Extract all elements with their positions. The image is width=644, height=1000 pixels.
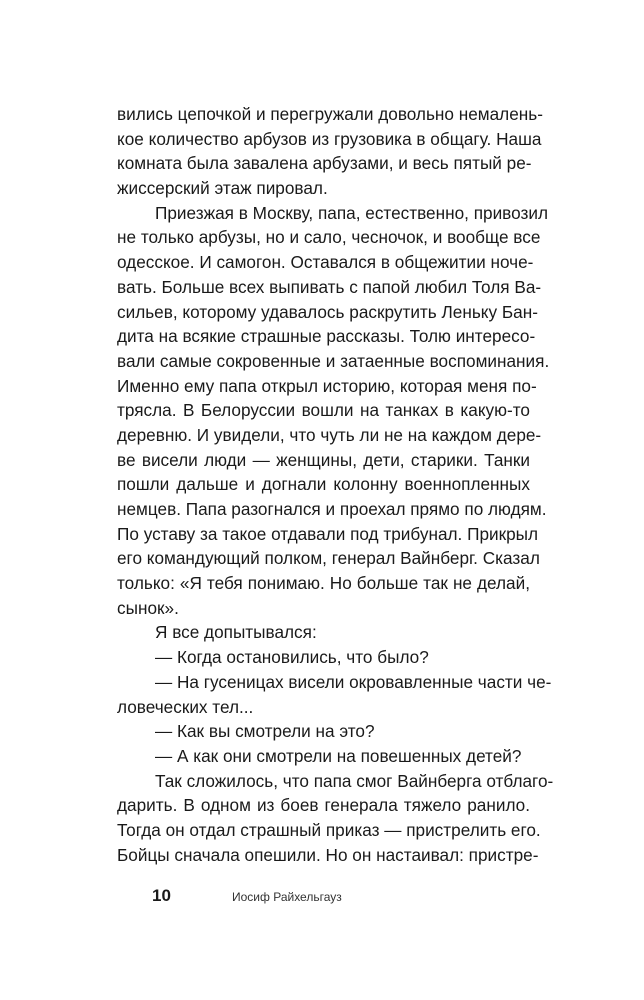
page-body-text — [117, 102, 554, 867]
dialogue-line: — Как вы смотрели на это? — [155, 721, 375, 742]
text-line: трясла. В Белоруссии вошли на танках в какую-то — [117, 400, 530, 421]
page-number: 10 — [152, 886, 171, 905]
text-line: только: «Я тебя понимаю. Но больше так не делай, — [117, 573, 530, 594]
text-line: деревню. И увидели, что чуть ли не на каждом дере- — [117, 424, 542, 445]
text-line: вали самые сокровенные и затаенные воспоминания. — [117, 350, 550, 371]
text-line: ве висели люди — женщины, дети, старики. Танки — [117, 449, 530, 470]
dialogue-line: — Когда остановились, что было? — [155, 647, 429, 668]
text-line: комната была завалена арбузами, и весь пятый ре- — [117, 153, 532, 174]
running-footer-author: Иосиф Райхельгауз — [232, 890, 342, 904]
text-line: Приезжая в Москву, папа, естественно, привозил — [155, 202, 548, 223]
text-line: не только арбузы, но и сало, чесночок, и вообще все — [117, 227, 541, 248]
text-line: немцев. Папа разогнался и проехал прямо по людям. — [117, 499, 547, 519]
text-line: дарить. В одном из боев генерала тяжело ранило. — [117, 795, 530, 816]
text-line: ловеческих тел... — [117, 696, 254, 717]
text-line: вились цепочкой и перегружали довольно немалень- — [117, 104, 543, 124]
text-line: Бойцы сначала опешили. Но он настаивал: пристре- — [117, 844, 539, 865]
text-line: одесское. И самогон. Оставался в общежитии ноче- — [117, 252, 534, 273]
dialogue-line: — На гусеницах висели окровавленные части че- — [155, 671, 552, 692]
text-line: сынок». — [117, 597, 179, 618]
text-line: вать. Больше всех выпивать с папой любил Толя Ва- — [117, 276, 542, 297]
text-line: сильев, которому удавалось раскрутить Леньку Бан- — [117, 301, 538, 322]
text-line: По уставу за такое отдавали под трибунал. Прикрыл — [117, 523, 539, 544]
text-line: Я все допытывался: — [155, 622, 317, 643]
dialogue-line: — А как они смотрели на повешенных детей? — [155, 745, 522, 766]
text-line: Тогда он отдал страшный приказ — пристрелить его. — [117, 819, 541, 840]
text-line: Именно ему папа открыл историю, которая меня по- — [117, 375, 537, 396]
text-line: пошли дальше и догнали колонну военнопленных — [117, 474, 530, 495]
text-line: кое количество арбузов из грузовика в общагу. Наша — [117, 128, 542, 149]
text-line: Так сложилось, что папа смог Вайнберга отблаго- — [155, 770, 554, 791]
text-line: его командующий полком, генерал Вайнберг. Сказал — [117, 548, 540, 569]
text-line: дита на всякие страшные рассказы. Толю интересо- — [117, 326, 536, 347]
text-line: жиссерский этаж пировал. — [117, 178, 328, 199]
